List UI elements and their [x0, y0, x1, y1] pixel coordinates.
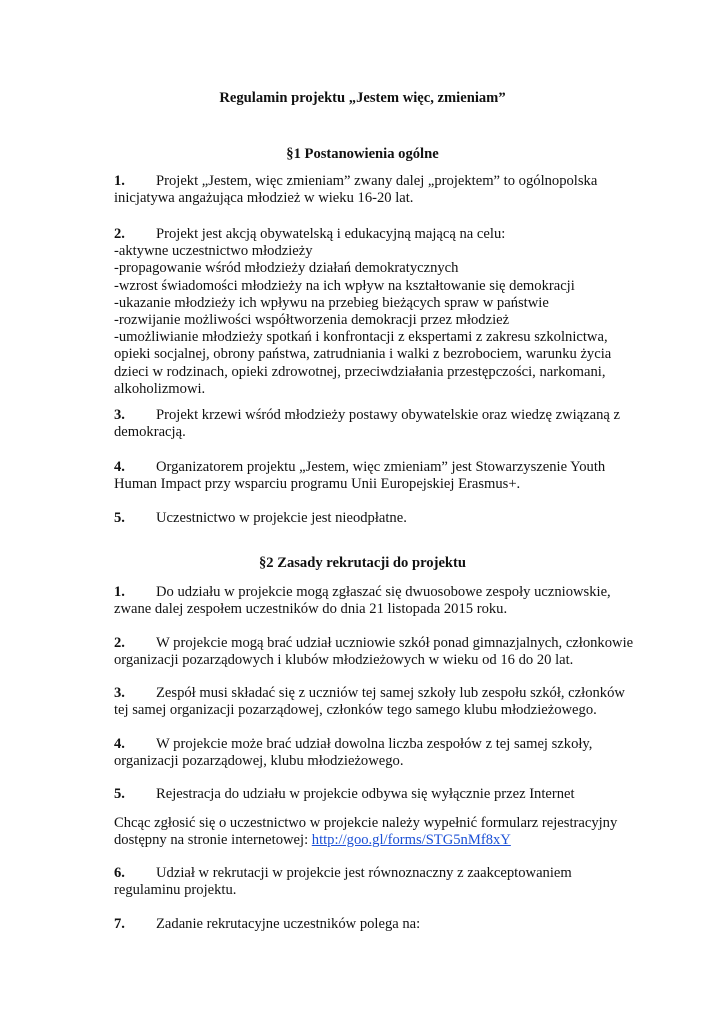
- section-2-item-5: [114, 786, 674, 803]
- item-text: Projekt jest akcją obywatelską i edukacyjną mającą na celu:: [156, 226, 506, 242]
- section-2-item-4: [114, 736, 674, 770]
- section-2-item-2: [114, 635, 674, 669]
- registration-form-link[interactable]: http://goo.gl/forms/STG5nMf8xY: [311, 832, 511, 849]
- section-1-heading: §1 Postanowienia ogólne: [286, 146, 439, 162]
- item-text: -propagowanie wśród młodzieży działań demokratycznych: [114, 260, 459, 277]
- item-text: W projekcie może brać udział dowolna liczba zespołów z tej samej szkoły,: [156, 736, 593, 752]
- item-text: -wzrost świadomości młodzieży na ich wpływ na kształtowanie się demokracji: [114, 277, 575, 294]
- item-number: 1.: [114, 173, 125, 189]
- section-1-item-3: [114, 407, 674, 441]
- item-number: 3.: [114, 685, 125, 701]
- document-title: Regulamin projektu „Jestem więc, zmieniam”: [219, 90, 506, 106]
- registration-paragraph: [114, 815, 674, 849]
- section-2-item-7: [114, 916, 674, 933]
- item-text: alkoholizmowi.: [114, 380, 206, 397]
- item-number: 4.: [114, 736, 125, 752]
- item-text: Udział w rekrutacji w projekcie jest równoznaczny z zaakceptowaniem: [156, 865, 572, 881]
- item-number: 2.: [114, 226, 125, 242]
- item-number: 5.: [114, 510, 125, 526]
- item-text: regulaminu projektu.: [114, 882, 237, 899]
- item-text: Zadanie rekrutacyjne uczestników polega na:: [156, 916, 421, 932]
- item-number: 1.: [114, 584, 125, 600]
- item-text: -ukazanie młodzieży ich wpływu na przebieg bieżących spraw w państwie: [114, 294, 549, 311]
- item-number: 5.: [114, 786, 125, 802]
- paragraph-text: dostępny na stronie internetowej:: [114, 832, 312, 849]
- item-text: Uczestnictwo w projekcie jest nieodpłatne.: [156, 510, 407, 526]
- section-2-item-6: [114, 865, 674, 899]
- item-text: Organizatorem projektu „Jestem, więc zmieniam” jest Stowarzyszenie Youth: [156, 459, 606, 475]
- item-number: 6.: [114, 865, 125, 881]
- item-text: -rozwijanie możliwości współtworzenia demokracji przez młodzież: [114, 312, 510, 329]
- item-text: opieki socjalnej, obrony państwa, zatrudniania i walki z bezrobociem, warunku życia: [114, 346, 612, 363]
- item-number: 3.: [114, 407, 125, 423]
- item-text: Rejestracja do udziału w projekcie odbywa się wyłącznie przez Internet: [156, 786, 575, 802]
- paragraph-text: Chcąc zgłosić się o uczestnictwo w projekcie należy wypełnić formularz rejestracyjny: [114, 815, 618, 831]
- item-text: organizacji pozarządowych i klubów młodzieżowych w wieku od 16 do 20 lat.: [114, 652, 574, 669]
- section-1-item-5: [114, 510, 674, 527]
- item-text: Projekt krzewi wśród młodzieży postawy obywatelskie oraz wiedzę związaną z: [156, 407, 620, 423]
- item-text: dzieci w rodzinach, opieki zdrowotnej, przeciwdziałania przestępczości, narkomani,: [114, 363, 606, 380]
- item-text: inicjatywa angażująca młodzież w wieku 16-20 lat.: [114, 190, 414, 207]
- section-1-item-4: [114, 459, 674, 493]
- section-1-item-2: [114, 226, 674, 398]
- item-text: -umożliwianie młodzieży spotkań i konfrontacji z ekspertami z zakresu szkolnictwa,: [114, 329, 608, 346]
- section-2-item-1: [114, 584, 674, 618]
- item-text: -aktywne uczestnictwo młodzieży: [114, 243, 313, 260]
- section-2-item-3: [114, 685, 674, 719]
- item-text: Zespół musi składać się z uczniów tej samej szkoły lub zespołu szkół, członków: [156, 685, 625, 701]
- item-text: demokracją.: [114, 424, 186, 441]
- item-number: 4.: [114, 459, 125, 475]
- item-text: Projekt „Jestem, więc zmieniam” zwany dalej „projektem” to ogólnopolska: [156, 173, 598, 189]
- item-text: organizacji pozarządowej, klubu młodzieżowego.: [114, 753, 404, 770]
- item-text: tej samej organizacji pozarządowej, członków tego samego klubu młodzieżowego.: [114, 702, 597, 719]
- item-number: 7.: [114, 916, 125, 932]
- item-text: Do udziału w projekcie mogą zgłaszać się dwuosobowe zespoły uczniowskie,: [156, 584, 611, 600]
- item-text: zwane dalej zespołem uczestników do dnia 21 listopada 2015 roku.: [114, 601, 508, 618]
- item-number: 2.: [114, 635, 125, 651]
- item-text: W projekcie mogą brać udział uczniowie szkół ponad gimnazjalnych, członkowie: [156, 635, 634, 651]
- section-1-item-1: [114, 173, 674, 207]
- item-text: Human Impact przy wsparciu programu Unii Europejskiej Erasmus+.: [114, 476, 521, 493]
- section-2-heading: §2 Zasady rekrutacji do projektu: [258, 555, 467, 571]
